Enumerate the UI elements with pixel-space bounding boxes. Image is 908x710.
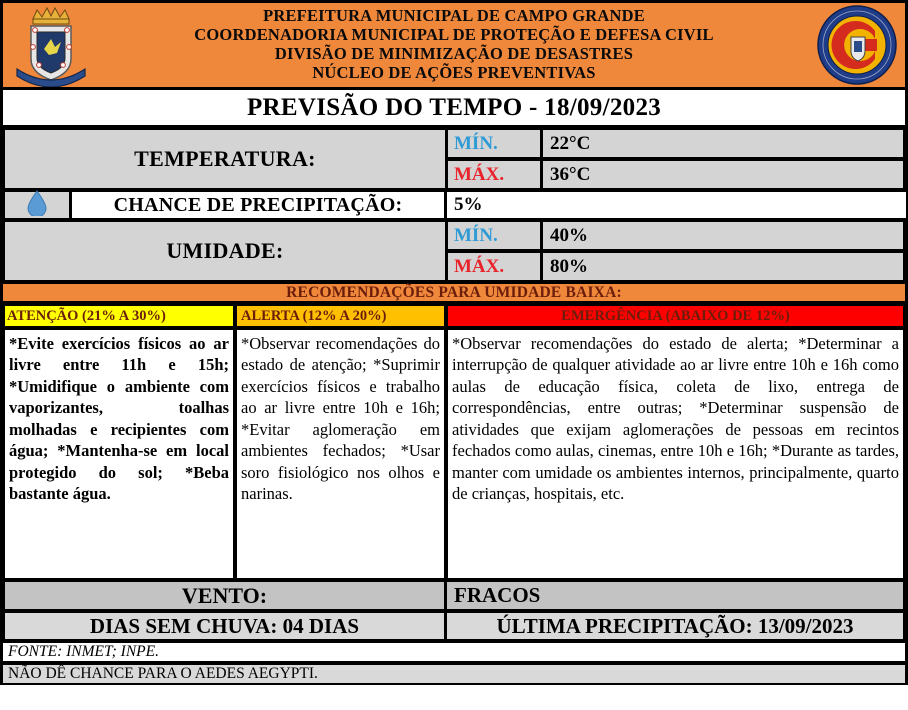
- water-droplet-icon: [3, 190, 71, 220]
- humidity-label: UMIDADE:: [3, 220, 446, 282]
- protecao-e-defesa-civil-emblem-icon: [815, 3, 899, 87]
- alert-level-alerta-header: ALERTA (12% A 20%): [235, 304, 446, 328]
- alert-level-atencao-text: *Evite exercícios físicos ao ar livre entre 11h e 15h; *Umidifique o ambiente com vaporizantes, toalhas molhadas e recipientes com água; *Mantenha-se em local protegido do sol; *Beba bastante água.: [3, 328, 235, 580]
- wind-value: FRACOS: [446, 580, 905, 611]
- recommendations-heading: RECOMENDAÇÕES PARA UMIDADE BAIXA:: [0, 282, 908, 304]
- alert-level-bodies: [0, 328, 908, 580]
- temperature-section: [0, 128, 908, 190]
- header-line-3: DIVISÃO DE MINIMIZAÇÃO DE DESASTRES: [274, 44, 634, 63]
- temperature-max-key: MÁX.: [446, 159, 542, 190]
- dry-days-value: DIAS SEM CHUVA: 04 DIAS: [3, 611, 446, 641]
- last-precipitation-value: ÚLTIMA PRECIPITAÇÃO: 13/09/2023: [446, 611, 905, 641]
- aedes-notice: NÃO DÊ CHANCE PARA O AEDES AEGYPTI.: [0, 663, 908, 685]
- temperature-min-value: 22°C: [542, 128, 905, 159]
- humidity-max-key: MÁX.: [446, 251, 542, 282]
- precipitation-value: 5%: [446, 190, 908, 220]
- temperature-min-row: [446, 128, 905, 159]
- campo-grande-coat-of-arms-icon: [9, 3, 93, 87]
- header-line-1: PREFEITURA MUNICIPAL DE CAMPO GRANDE: [263, 6, 645, 26]
- header-line-4: NÚCLEO DE AÇÕES PREVENTIVAS: [312, 62, 596, 82]
- wind-section: [0, 580, 908, 611]
- precipitation-label: CHANCE DE PRECIPITAÇÃO:: [71, 190, 446, 220]
- precipitation-section: [0, 190, 908, 220]
- header-title-block: [93, 7, 815, 82]
- source-note: FONTE: INMET; INPE.: [0, 641, 908, 663]
- forecast-title-row: [0, 90, 908, 128]
- header-banner: [0, 0, 908, 90]
- humidity-min-value: 40%: [542, 220, 905, 251]
- temperature-max-row: [446, 159, 905, 190]
- humidity-section: [0, 220, 908, 282]
- header-line-2: COORDENADORIA MUNICIPAL DE PROTEÇÃO E DEFESA CIVIL: [194, 25, 714, 45]
- humidity-max-value: 80%: [542, 251, 905, 282]
- temperature-min-key: MÍN.: [446, 128, 542, 159]
- rain-history-section: [0, 611, 908, 641]
- humidity-min-key: MÍN.: [446, 220, 542, 251]
- page-title: PREVISÃO DO TEMPO - 18/09/2023: [246, 93, 662, 121]
- alert-level-alerta-text: *Observar recomendações do estado de atenção; *Suprimir exercícios físicos e trabalho ao ar livre entre 10h e 16h; *Evitar aglomeração em ambientes fechados; *Usar soro fisiológico nos olhos e narinas.: [235, 328, 446, 580]
- wind-label: VENTO:: [3, 580, 446, 611]
- alert-level-atencao-header: ATENÇÃO (21% A 30%): [3, 304, 235, 328]
- humidity-max-row: [446, 251, 905, 282]
- humidity-min-row: [446, 220, 905, 251]
- alert-level-emergencia-header: EMERGÊNCIA (ABAIXO DE 12%): [446, 304, 905, 328]
- alert-level-headers: [0, 304, 908, 328]
- temperature-label: TEMPERATURA:: [3, 128, 446, 190]
- alert-level-emergencia-text: *Observar recomendações do estado de alerta; *Determinar a interrupção de qualquer atividade ao ar livre entre 10h e 16h como aulas de educação física, coleta de lixo, entrega de correspondências, entre outras; *Determinar suspensão de atividades que exijam aglomerações de pessoas em recintos fechados como aulas, cinemas, entre 10h e 16h; *Durante as tardes, manter com umidade os ambientes internos, principalmente, quarto de crianças, hospitais, etc.: [446, 328, 905, 580]
- temperature-max-value: 36°C: [542, 159, 905, 190]
